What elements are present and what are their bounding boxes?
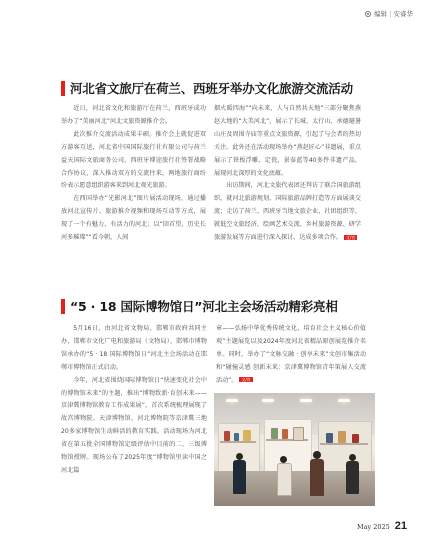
photo-visitor [233,460,246,494]
article-1-paragraph: 近日，河北省文化和旅游厅在荷兰、西班牙成功举办了“美丽河北”河北文旅资源推介会。 [61,105,206,125]
article-2-right-column [216,323,366,388]
target-icon [365,11,371,17]
photo-visitor [310,459,324,496]
article-2-paragraph-text: 章——弘扬中华优秀传统文化，培育社会主义核心价值观”主题展览以及2024年度河北省精品原创展览推介名单。同时，举办了“文脉交融 · 创享未来”文创市集活动和“碰撞灵感 创新未来：京津冀博物馆青年策展人交流活动”。 [216,325,366,384]
photo-visitor-head [313,451,321,459]
photo-product [234,433,239,441]
photo-ceiling-light [300,399,312,402]
article-2-title-text: “5 · 18 国际博物馆日”河北主会场活动精彩亮相 [70,299,338,314]
issue-month: May 2025 [356,523,390,531]
article-end-mark: 文/宣 [241,377,251,383]
article-1-left-column [61,103,206,245]
photo-ceiling-light [262,399,274,402]
photo-shelf [320,443,368,445]
article-1-paragraph-text: 出访期间，河北文旅代表团还拜访了联合国旅游组织，就河北旅游规划、国际旅游品牌打造等方面展谈交流；走访了荷兰、西班牙当地文旅企业、社团组织等，就低空文旅经济、绘画艺术交流、乡村旅游资源、研学旅游发展等方面进行深入探讨，达成多项合作。 [214,182,361,242]
article-1-paragraph: 在西国举办“光影河北”图片展活动现场，通过播放河北宣传片、旅游推介视频和现场互动等方式，展现了一个有魅力、有活力的河北；以“回首望，历史长河多璀璨”“看今朝，人间 [61,195,206,242]
photo-product [224,431,230,441]
photo-ceiling-light [226,399,238,402]
article-2-paragraph [216,323,366,388]
article-1-title-text: 河北省文旅厅在荷兰、西班牙举办文化旅游交流活动 [70,81,353,96]
photo-shelf [220,441,256,443]
photo-product [338,431,346,443]
article-2-left-column [61,323,207,478]
page-number: 21 [394,520,407,532]
museum-exhibition-photo [214,393,375,506]
photo-visitor-head [236,453,243,460]
photo-ceiling-light [338,399,350,402]
page-footer [357,520,407,532]
article-1-right-column [214,103,361,245]
photo-visitor [346,461,359,494]
article-2-paragraph: 今年，河北省围绕国际博物馆日“快速变化社会中的博物馆未来”的主题，推出“博物致新·育创未来——京津冀博物馆教育工作成果展”，首次系统梳理展现了故宫博物院、天津博物馆、河北博物院等京津冀三地20多家博物馆生动鲜活的教育实践。活动现场为河北省在第五批全国博物馆定级评估中目前的二、三级博物馆授牌。现场公布了2025年度“博物馆里读中国之河北篇 [61,376,207,474]
photo-visitor [277,463,292,496]
editor-credit [365,9,413,18]
article-1-paragraph: 烟火暖四海”“向未来，人与自然共天地”三部分聚焦燕赵大地的“大美河北”，展示了长城、太行山、承德避暑山庄及周围寺庙等重点文旅资源，引起了与会者的热切关注。此外还在活动现场举办“燕赵匠心”非遗展，重点展示了铁板浮雕、定瓷、景泰蓝等40多件非遗产品，展现河北深厚的文化底蕴。 [214,105,361,177]
article-2-title [61,297,338,315]
photo-visitor-head [349,454,356,461]
photo-visitor-head [280,456,287,463]
photo-display-booth [318,421,372,473]
article-1-title [61,79,353,97]
photo-product [326,433,333,443]
article-2-paragraph: 5月16日，由河北省文物局、邯郸市政府共同主办，邯郸市文化广电和旅游局（文物局）、邯郸市博物馆承办的“5 · 18 国际博物馆日”河北主会场活动在邯郸市博物馆正式启动。 [61,325,207,371]
article-1-paragraph [214,180,361,245]
photo-product [282,429,288,439]
photo-product [352,434,359,443]
editor-label: 编辑｜安睿华 [374,10,413,18]
photo-product [243,430,251,441]
photo-product [293,427,304,441]
title-accent-bar [61,299,65,314]
title-accent-bar [61,81,65,96]
photo-product [271,428,278,439]
article-end-mark: 文/宣 [345,234,356,240]
article-1-paragraph: 此次推介交流活动成果丰硕。推介会上就促进双方游客互送，河北省中国国际旅行社有限公司与荷兰益天国际文旅商务公司、西班牙博途旅行社签署战略合作协议，深入推动双方的交流往来，两地旅行商纷纷表示愿意组织游客来到河北观光旅游。 [61,130,206,190]
